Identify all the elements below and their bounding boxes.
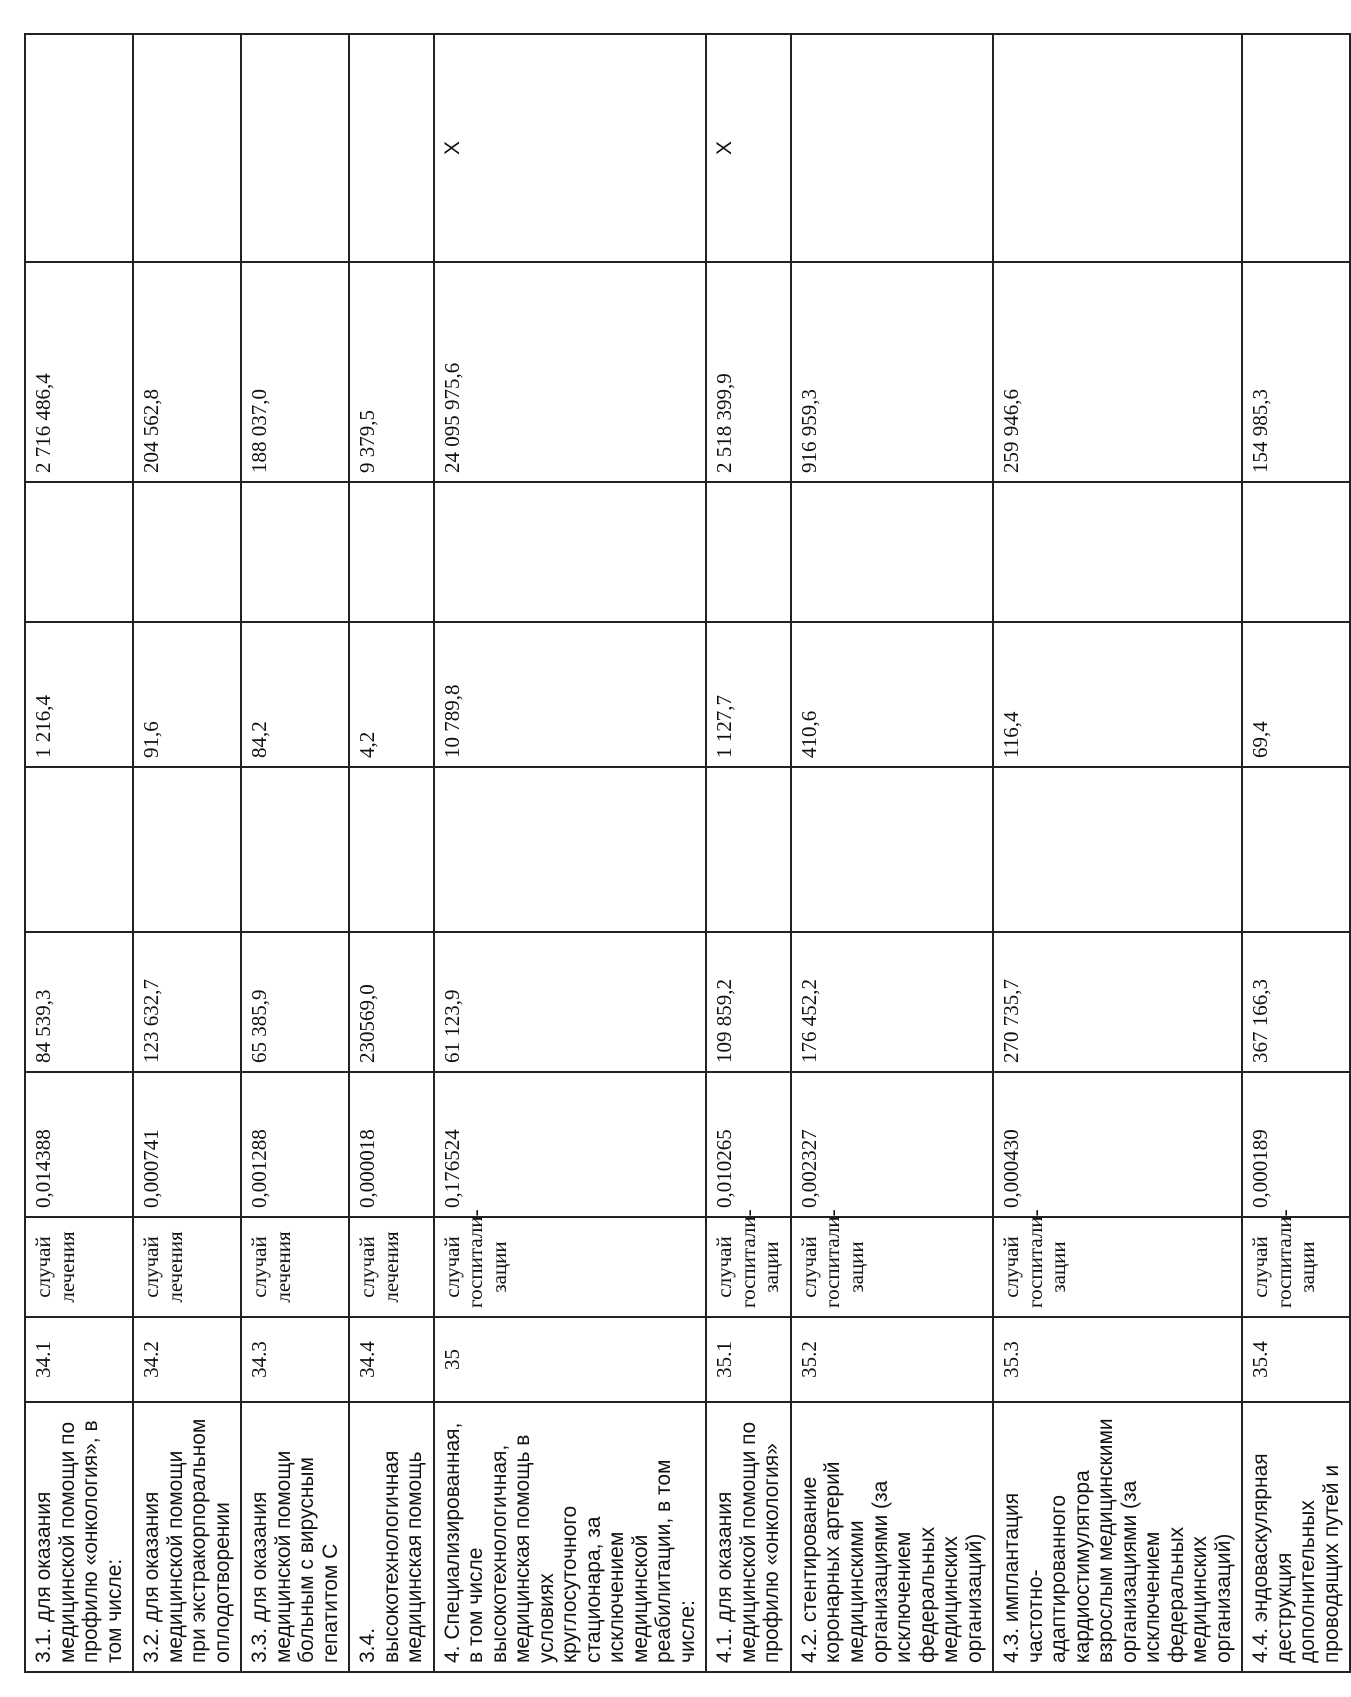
row-cost: 61 123,9 [434,932,707,1072]
row-name: 3.4. высокотехнологичная медицинская помощь [349,1402,434,1672]
row-v4: 2 518 399,9 [706,262,791,482]
row-v2: 410,6 [791,622,993,767]
row-unit: случай госпитали-зации [706,1217,791,1317]
row-norm: 0,000018 [349,1072,434,1217]
row-v1 [25,767,133,932]
row-name: 4.2. стентирование коронарных артерий медицинскими организациями (за исключением федеральных медицинских организаций) [791,1402,993,1672]
row-x [1242,34,1350,262]
row-x [706,34,791,262]
row-name: 3.1. для оказания медицинской помощи по профилю «онкология», в том числе: [25,1402,133,1672]
row-v4: 204 562,8 [133,262,241,482]
row-x [241,34,349,262]
row-v1 [434,767,707,932]
row-x [133,34,241,262]
x-mark: X [440,141,464,156]
row-v2: 84,2 [241,622,349,767]
row-unit: случай лечения [241,1217,349,1317]
table-row [791,34,993,1672]
row-v4: 916 959,3 [791,262,993,482]
row-norm: 0,010265 [706,1072,791,1217]
row-x [434,34,707,262]
row-cost: 270 735,7 [993,932,1242,1072]
row-unit: случай лечения [133,1217,241,1317]
row-v3 [241,482,349,622]
row-v2: 91,6 [133,622,241,767]
table-row [241,34,349,1672]
row-v3 [349,482,434,622]
row-cost: 176 452,2 [791,932,993,1072]
row-x [791,34,993,262]
row-v3 [25,482,133,622]
financing-table [24,33,1351,1673]
row-norm: 0,002327 [791,1072,993,1217]
row-unit: случай лечения [349,1217,434,1317]
row-unit: случай госпитали-зации [434,1217,707,1317]
row-v2: 4,2 [349,622,434,767]
row-unit: случай госпитали-зации [1242,1217,1350,1317]
row-name: 4.3. имплантация частотно-адаптированного кардиостимулятора взрослым медицинскими организациями (за исключением федеральных медицинских организаций) [993,1402,1242,1672]
row-v3 [1242,482,1350,622]
row-norm: 0,000430 [993,1072,1242,1217]
row-v3 [993,482,1242,622]
row-x [349,34,434,262]
row-cost: 84 539,3 [25,932,133,1072]
row-cost: 123 632,7 [133,932,241,1072]
row-v2: 69,4 [1242,622,1350,767]
row-unit: случай госпитали-зации [791,1217,993,1317]
row-unit: случай лечения [25,1217,133,1317]
row-v1 [1242,767,1350,932]
table-row [349,34,434,1672]
row-name: 3.3. для оказания медицинской помощи больным с вирусным гепатитом С [241,1402,349,1672]
row-v3 [133,482,241,622]
row-v1 [349,767,434,932]
row-norm: 0,000741 [133,1072,241,1217]
row-name: 4. Специализированная, в том числе высокотехнологичная, медицинская помощь в условиях круглосуточного стационара, за исключением медицинской реабилитации, в том числе: [434,1402,707,1672]
row-v1 [706,767,791,932]
row-v2: 116,4 [993,622,1242,767]
row-v3 [791,482,993,622]
row-code: 34.3 [241,1317,349,1402]
row-code: 34.2 [133,1317,241,1402]
table-row [706,34,791,1672]
row-v4: 24 095 975,6 [434,262,707,482]
row-v3 [706,482,791,622]
row-v2: 10 789,8 [434,622,707,767]
table-row [25,34,133,1672]
row-cost: 230569,0 [349,932,434,1072]
row-v1 [133,767,241,932]
row-code: 35.3 [993,1317,1242,1402]
table-row [434,34,707,1672]
row-v3 [434,482,707,622]
row-cost: 65 385,9 [241,932,349,1072]
row-cost: 109 859,2 [706,932,791,1072]
row-v2: 1 216,4 [25,622,133,767]
table-row [1242,34,1350,1672]
row-name: 3.2. для оказания медицинской помощи при экстракорпоральном оплодотворении [133,1402,241,1672]
row-v1 [993,767,1242,932]
row-unit: случай госпитали-зации [993,1217,1242,1317]
row-v4: 154 985,3 [1242,262,1350,482]
row-v1 [241,767,349,932]
row-v1 [791,767,993,932]
row-code: 35.1 [706,1317,791,1402]
table-body [25,34,1350,1672]
row-code: 34.1 [25,1317,133,1402]
table-row [133,34,241,1672]
x-mark: X [713,141,737,156]
row-code: 35.2 [791,1317,993,1402]
row-norm: 0,014388 [25,1072,133,1217]
row-v4: 2 716 486,4 [25,262,133,482]
row-code: 35.4 [1242,1317,1350,1402]
row-norm: 0,001288 [241,1072,349,1217]
row-code: 35 [434,1317,707,1402]
row-code: 34.4 [349,1317,434,1402]
row-cost: 367 166,3 [1242,932,1350,1072]
row-v4: 188 037,0 [241,262,349,482]
row-v4: 259 946,6 [993,262,1242,482]
row-v4: 9 379,5 [349,262,434,482]
row-x [993,34,1242,262]
row-norm: 0,000189 [1242,1072,1350,1217]
row-v2: 1 127,7 [706,622,791,767]
row-name: 4.1. для оказания медицинской помощи по профилю «онкология» [706,1402,791,1672]
row-norm: 0,176524 [434,1072,707,1217]
table-row [993,34,1242,1672]
rotated-table-wrapper [24,35,1343,1673]
row-name: 4.4. эндоваскулярная деструкция дополнительных проводящих путей и [1242,1402,1350,1672]
row-x [25,34,133,262]
